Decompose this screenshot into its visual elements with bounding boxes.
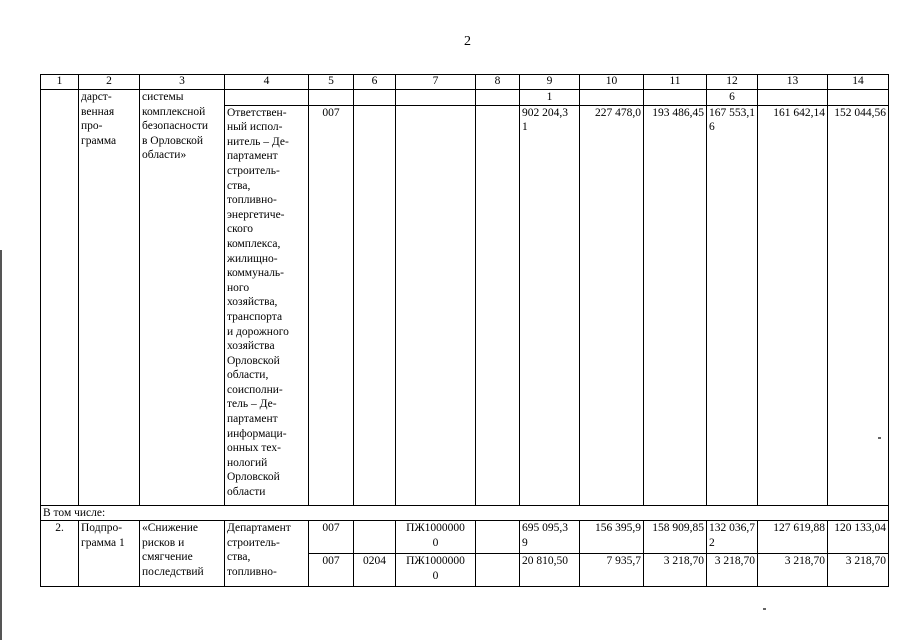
year3-cell: 3 218,70 [707,554,758,587]
program-row-top [41,90,889,106]
table-cell [476,554,520,587]
year3-wrap-cell: 6 [707,90,758,106]
year1-cell: 227 478,0 [580,105,644,505]
table-cell [580,90,644,106]
col-header: 2 [79,75,140,90]
table-cell [476,105,520,505]
program-type-cell: дарст- венная про- грамма [79,90,140,506]
grbs-code-cell: 007 [309,521,354,554]
total-wrap-cell: 1 [520,90,580,106]
col-header: 10 [580,75,644,90]
subprogram-type-cell: Подпро- грамма 1 [79,521,140,587]
table-cell [41,90,79,506]
table-cell [476,90,520,106]
col-header: 11 [644,75,707,90]
year5-cell: 120 133,04 [828,521,889,554]
year3-cell: 132 036,7 2 [707,521,758,554]
section-code-cell [354,521,396,554]
total-cell: 695 095,3 9 [520,521,580,554]
year2-cell: 158 909,85 [644,521,707,554]
grbs-code-cell: 007 [309,554,354,587]
scan-speck [763,608,766,610]
subprogram-name-cell: «Снижение рисков и смягчение последствий [140,521,225,587]
year3-cell: 167 553,1 6 [707,105,758,505]
target-code-cell: ПЖ1000000 0 [396,554,476,587]
year4-cell: 127 619,88 [758,521,828,554]
col-header: 3 [140,75,225,90]
year2-cell: 3 218,70 [644,554,707,587]
in-total-row [41,505,889,521]
total-cell: 902 204,3 1 [520,105,580,505]
executor-cell: Ответствен- ный испол- нитель – Де- партамент строитель- ства, топливно- энергетиче- ского комплекса, жилищно- коммуналь- ного хозяйства, транспорта и дорожного хозяйства Орловской области, соисполни- тель – Де- партамент информаци- онных тех- нологий Орловской области [225,105,309,505]
col-header: 14 [828,75,889,90]
scan-speck [878,437,881,439]
table-cell [225,90,309,106]
col-header: 1 [41,75,79,90]
table-cell [354,105,396,505]
in-total-label: В том числе: [41,505,889,521]
table-cell [644,90,707,106]
col-header: 4 [225,75,309,90]
year2-cell: 193 486,45 [644,105,707,505]
col-header: 7 [396,75,476,90]
table-cell [828,90,889,106]
target-code-cell: ПЖ1000000 0 [396,521,476,554]
column-number-row [41,75,889,90]
year1-cell: 7 935,7 [580,554,644,587]
table-cell [758,90,828,106]
year4-cell: 161 642,14 [758,105,828,505]
table-cell [476,521,520,554]
year4-cell: 3 218,70 [758,554,828,587]
table-cell [396,90,476,106]
total-cell: 20 810,50 [520,554,580,587]
program-name-cell: системы комплексной безопасности в Орловской области» [140,90,225,506]
year1-cell: 156 395,9 [580,521,644,554]
col-header: 9 [520,75,580,90]
table-cell [354,90,396,106]
subprogram-row [41,521,889,554]
col-header: 6 [354,75,396,90]
col-header: 5 [309,75,354,90]
col-header: 8 [476,75,520,90]
col-header: 12 [707,75,758,90]
row-number-cell: 2. [41,521,79,587]
col-header: 13 [758,75,828,90]
year5-cell: 3 218,70 [828,554,889,587]
table-cell [396,105,476,505]
page-edge-mark [0,250,2,640]
grbs-code-cell: 007 [309,105,354,505]
budget-table [40,74,889,587]
page-number: 2 [464,34,471,49]
table-cell [309,90,354,106]
year5-cell: 152 044,56 [828,105,889,505]
section-code-cell: 0204 [354,554,396,587]
subprogram-executor-cell: Департамент строитель- ства, топливно- [225,521,309,587]
